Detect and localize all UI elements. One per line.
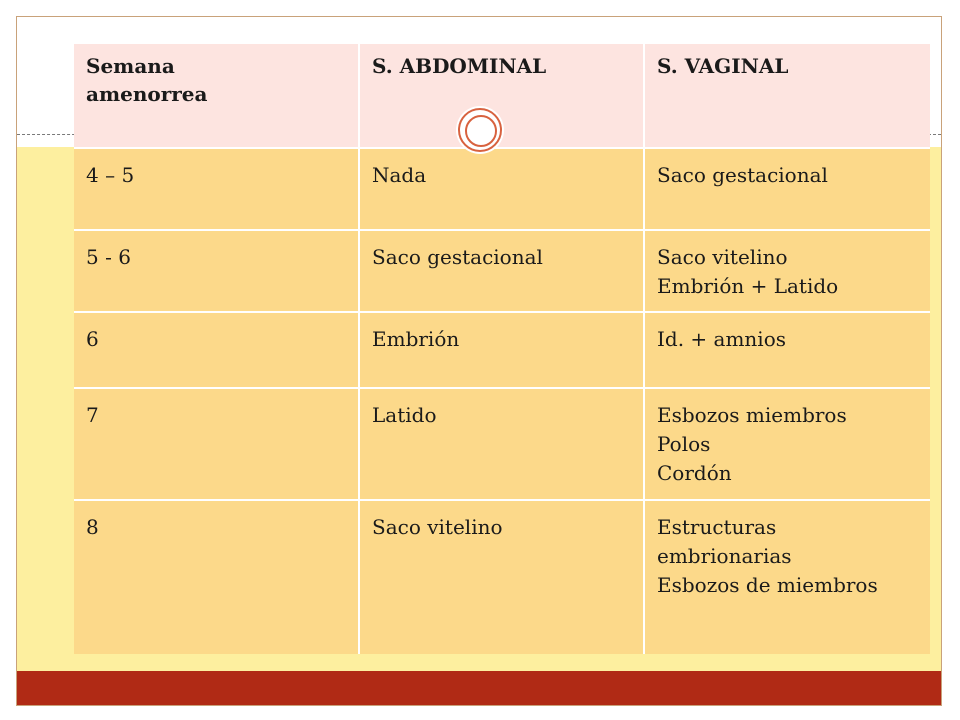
cell-abdominal: Latido bbox=[359, 388, 644, 500]
cell-abdominal: Nada bbox=[359, 148, 644, 230]
cell-abdominal: Embrión bbox=[359, 312, 644, 388]
table-row bbox=[74, 500, 930, 654]
header-week-line: Semana bbox=[86, 54, 175, 78]
cell-week: 4 – 5 bbox=[74, 148, 359, 230]
cell-vaginal-line: Embrión + Latido bbox=[657, 274, 839, 298]
cell-vaginal-line: Saco vitelino bbox=[657, 245, 788, 269]
cell-week: 5 - 6 bbox=[74, 230, 359, 312]
header-week bbox=[74, 44, 359, 148]
cell-vaginal-line: Estructuras bbox=[657, 515, 777, 539]
cell-vaginal-line: Polos bbox=[657, 432, 711, 456]
cell-vaginal-line: Esbozos miembros bbox=[657, 403, 847, 427]
circle-ornament-icon bbox=[456, 106, 504, 154]
cell-week: 7 bbox=[74, 388, 359, 500]
cell-week: 6 bbox=[74, 312, 359, 388]
cell-abdominal: Saco gestacional bbox=[359, 230, 644, 312]
table-row bbox=[74, 230, 930, 312]
header-week-line: amenorrea bbox=[86, 82, 208, 106]
cell-week: 8 bbox=[74, 500, 359, 654]
table-row bbox=[74, 148, 930, 230]
cell-vaginal-line: Id. + amnios bbox=[657, 327, 787, 351]
cell-abdominal: Saco vitelino bbox=[359, 500, 644, 654]
cell-vaginal-line: embrionarias bbox=[657, 544, 792, 568]
cell-vaginal bbox=[644, 500, 930, 654]
table-row bbox=[74, 312, 930, 388]
cell-vaginal bbox=[644, 230, 930, 312]
cell-vaginal-line: Esbozos de miembros bbox=[657, 573, 878, 597]
header-vaginal: S. VAGINAL bbox=[644, 44, 930, 148]
bottom-accent-bar bbox=[17, 671, 941, 705]
cell-vaginal-line: Saco gestacional bbox=[657, 163, 828, 187]
ring-inner bbox=[465, 115, 497, 147]
cell-vaginal bbox=[644, 388, 930, 500]
cell-vaginal bbox=[644, 312, 930, 388]
cell-vaginal-line: Cordón bbox=[657, 461, 732, 485]
table-row bbox=[74, 388, 930, 500]
cell-vaginal bbox=[644, 148, 930, 230]
header-abdominal: S. ABDOMINAL bbox=[359, 44, 644, 148]
